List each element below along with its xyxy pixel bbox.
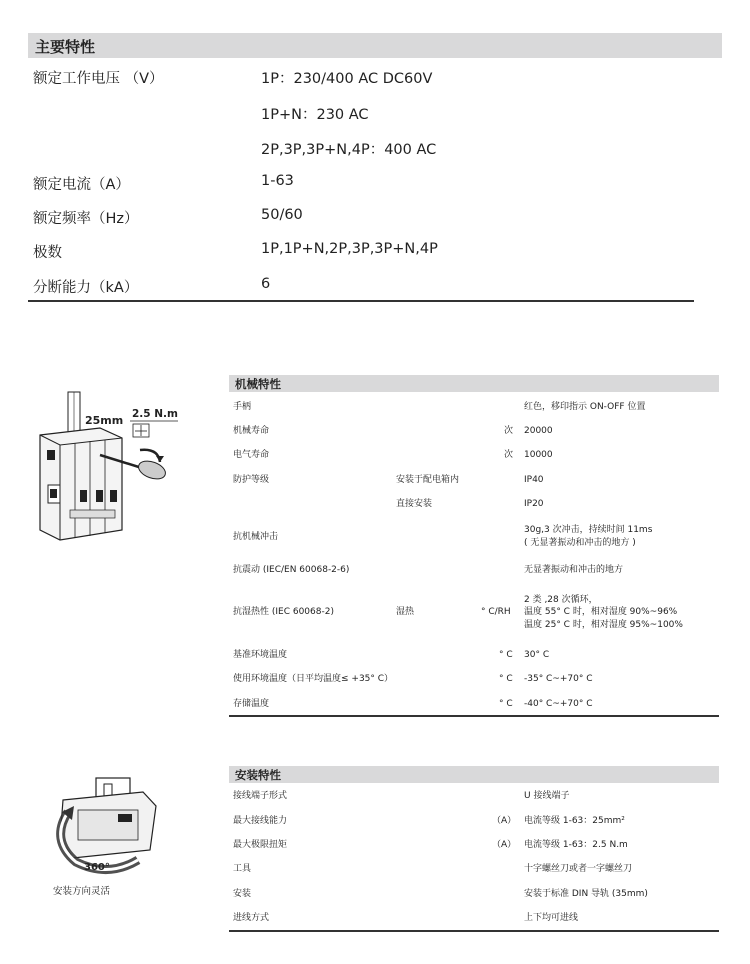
install-row-name: 安装 xyxy=(233,889,252,899)
spec-value-poles: 1P,1P+N,2P,3P,3P+N,4P xyxy=(261,241,438,257)
install-row-name: 进线方式 xyxy=(233,913,270,923)
mech-row-unit: ° C xyxy=(499,674,513,684)
install-row-unit: （A） xyxy=(492,816,517,826)
installation-table-title: 安装特性 xyxy=(235,768,281,782)
mech-row-unit: 次 xyxy=(504,426,514,436)
wire-length-label: 25mm xyxy=(85,414,124,427)
install-row-value: 电流等级 1-63：2.5 N.m xyxy=(524,840,628,850)
mech-row-unit: 次 xyxy=(504,450,514,460)
spec-value-frequency: 50/60 xyxy=(261,207,303,223)
mech-row-value: 10000 xyxy=(524,450,553,460)
mech-row-value: IP40 xyxy=(524,475,544,485)
spec-label-current: 额定电流（A） xyxy=(33,177,130,193)
mechanical-table-title: 机械特性 xyxy=(235,377,281,391)
install-row-name: 工具 xyxy=(233,864,252,874)
mech-row-value: -35° C~+70° C xyxy=(524,674,593,684)
mech-row-value: 30g,3 次冲击，持续时间 11ms xyxy=(524,525,653,535)
spec-value-current: 1-63 xyxy=(261,173,294,189)
install-row-value: 安装于标准 DIN 导轨 (35mm) xyxy=(524,889,648,899)
mech-row-unit: ° C xyxy=(499,699,513,709)
spec-label-voltage: 额定工作电压 （V） xyxy=(33,71,164,87)
mech-row-name: 使用环境温度（日平均温度≤ +35° C） xyxy=(233,674,394,684)
spec-label-frequency: 额定频率（Hz） xyxy=(33,211,139,227)
main-section-title: 主要特性 xyxy=(35,38,96,56)
install-row-name: 接线端子形式 xyxy=(233,791,288,801)
install-row-value: 十字螺丝刀或者一字螺丝刀 xyxy=(524,864,633,874)
installation-table-bottom-rule xyxy=(229,930,719,932)
mech-row-name: 机械寿命 xyxy=(233,426,270,436)
mech-row-value: 温度 25° C 时，相对湿度 95%~100% xyxy=(524,620,683,630)
mech-row-unit: ° C/RH xyxy=(481,607,511,617)
mech-row-sub: 直接安装 xyxy=(396,499,433,509)
install-row-name: 最大极限扭矩 xyxy=(233,840,288,850)
spec-value-voltage-multipole: 2P,3P,3P+N,4P：400 AC xyxy=(261,142,437,158)
mech-row-name: 抗震动 (IEC/EN 60068-2-6) xyxy=(233,565,350,575)
mech-row-name: 电气寿命 xyxy=(233,450,270,460)
mechanical-table-bottom-rule xyxy=(229,715,719,717)
spec-value-voltage-1p: 1P：230/400 AC DC60V xyxy=(261,71,433,87)
install-row-unit: （A） xyxy=(492,840,517,850)
main-section-divider xyxy=(28,300,694,302)
mech-row-name: 存储温度 xyxy=(233,699,270,709)
mech-row-name: 抗机械冲击 xyxy=(233,532,279,542)
install-row-name: 最大接线能力 xyxy=(233,816,288,826)
mech-row-name: 抗湿热性 (IEC 60068-2) xyxy=(233,607,334,617)
mechanical-table-header xyxy=(229,375,719,392)
mech-row-name: 手柄 xyxy=(233,402,252,412)
rotation-label: 360° xyxy=(84,862,110,873)
mech-row-sub: 湿热 xyxy=(396,607,415,617)
spec-value-voltage-1pn: 1P+N：230 AC xyxy=(261,107,369,123)
mech-row-value: IP20 xyxy=(524,499,544,509)
mech-row-value: 30° C xyxy=(524,650,550,660)
mech-row-value: ( 无显著振动和冲击的地方 ) xyxy=(524,538,636,548)
install-row-value: U 接线端子 xyxy=(524,791,570,801)
mech-row-unit: ° C xyxy=(499,650,513,660)
install-row-value: 上下均可进线 xyxy=(524,913,579,923)
torque-label: 2.5 N.m xyxy=(132,408,178,420)
mech-row-value: 红色，移印指示 ON-OFF 位置 xyxy=(524,402,646,412)
mech-row-value: 2 类 ,28 次循环， xyxy=(524,595,598,605)
mech-row-sub: 安装于配电箱内 xyxy=(396,475,460,485)
install-row-value: 电流等级 1-63：25mm² xyxy=(524,816,625,826)
mech-row-name: 防护等级 xyxy=(233,475,270,485)
installation-table-header xyxy=(229,766,719,783)
spec-label-poles: 极数 xyxy=(33,245,62,261)
mech-row-name: 基准环境温度 xyxy=(233,650,288,660)
mech-row-value: 无显著振动和冲击的地方 xyxy=(524,565,624,575)
rotation-caption: 安装方向灵活 xyxy=(53,886,111,897)
mech-row-value: 温度 55° C 时，相对湿度 90%~96% xyxy=(524,607,678,617)
spec-label-breaking-capacity: 分断能力（kA） xyxy=(33,280,139,296)
mech-row-value: 20000 xyxy=(524,426,553,436)
mech-row-value: -40° C~+70° C xyxy=(524,699,593,709)
main-section-header xyxy=(28,33,722,58)
spec-value-breaking-capacity: 6 xyxy=(261,276,271,292)
